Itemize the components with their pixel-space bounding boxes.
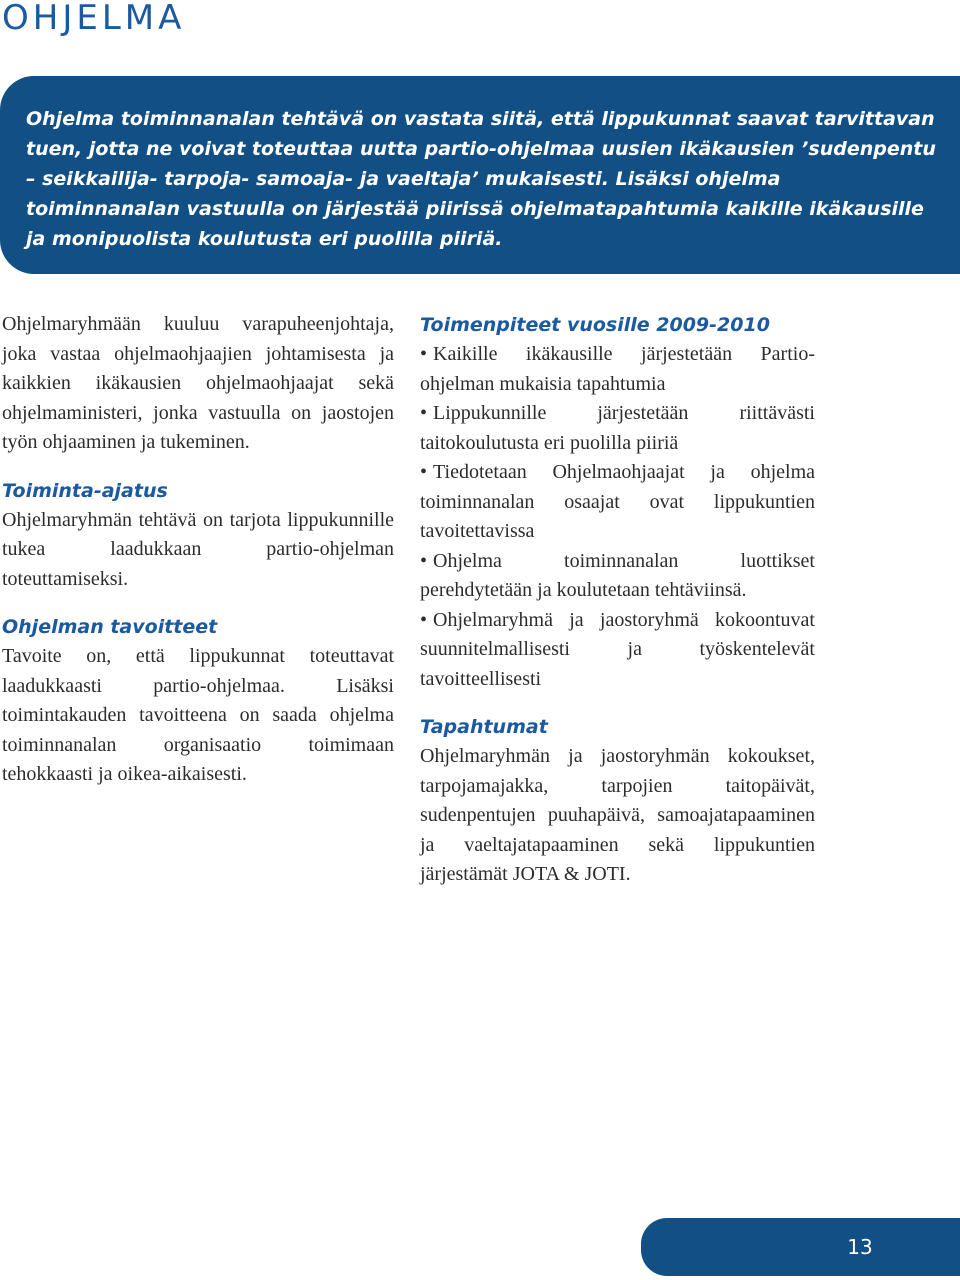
events-heading: Tapahtumat [420,716,548,738]
bullet-icon: • [420,402,428,424]
list-item [420,399,815,458]
list-item-text: Ohjelmaryhmä ja jaostoryhmä kokoontuvat suunnitelmallisesti ja työskentelevät tavoitteellisesti [420,608,815,690]
list-item-text: Tiedotetaan Ohjelmaohjaajat ja ohjelma toiminnanalan osaajat ovat lippukuntien tavoitettavissa [420,461,815,542]
mission-paragraph: Ohjelmaryhmän tehtävä on tarjota lippukunnille tukea laadukkaan partio-ohjelman toteuttamiseksi. [2,508,394,590]
list-item [420,458,815,547]
bullet-icon: • [420,343,428,365]
bullet-icon: • [420,608,428,631]
program-group-paragraph: Ohjelmaryhmään kuuluu varapuheenjohtaja, joka vastaa ohjelmaohjaajien johtamisesta ja kaikkien ikäkausien ohjelmaohjaajat sekä ohjelmaministeri, jonka vastuulla on jaostojen työn ohjaaminen ja tukeminen. [2,313,394,453]
list-item [420,547,815,606]
left-column [2,310,394,790]
list-item-text: Lippukunnille järjestetään riittävästi taitokoulutusta eri puolilla piiriä [420,402,815,454]
list-item [420,340,815,399]
actions-heading: Toimenpiteet vuosille 2009-2010 [420,314,770,336]
list-item-text: Kaikille ikäkausille järjestetään Partio-ohjelman mukaisia tapahtumia [420,343,815,395]
page-number: 13 [847,1235,873,1259]
actions-list [420,340,815,694]
bullet-icon: • [420,549,428,572]
page-title: OHJELMA [2,0,186,38]
events-paragraph: Ohjelmaryhmän ja jaostoryhmän kokoukset, tarpojamajakka, tarpojien taitopäivät, sudenpentujen puuhapäivä, samoajatapaaminen ja vaeltajatapaaminen sekä lippukuntien järjestämät JOTA & JOTI. [420,745,815,885]
page-number-tab [641,1218,960,1276]
bullet-icon: • [420,461,428,483]
intro-text: Ohjelma toiminnanalan tehtävä on vastata siitä, että lippukunnat saavat tarvittavan tuen, jotta ne voivat toteuttaa uutta partio-ohjelmaa uusien ikäkausien ’sudenpentu – seikkailija- tarpoja- samoaja- ja vaeltaja’ mukaisesti. Lisäksi ohjelma toiminnanalan vastuulla on järjestää piirissä ohjelmatapahtumia kaikille ikäkausille ja monipuolista koulutusta eri puolilla piiriä. [26,108,936,250]
list-item-text: Ohjelma toiminnanalan luottikset perehdytetään ja koulutetaan tehtäviinsä. [420,549,815,601]
list-item [420,606,815,695]
goals-paragraph: Tavoite on, että lippukunnat toteuttavat laadukkaasti partio-ohjelmaa. Lisäksi toimintakauden tavoitteena on saada ohjelma toiminnanalan organisaatio toimimaan tehokkaasti ja oikea-aikaisesti. [2,645,394,785]
right-column [420,310,815,890]
goals-heading: Ohjelman tavoitteet [2,616,218,638]
mission-heading: Toiminta-ajatus [2,479,168,502]
intro-box [0,76,960,274]
